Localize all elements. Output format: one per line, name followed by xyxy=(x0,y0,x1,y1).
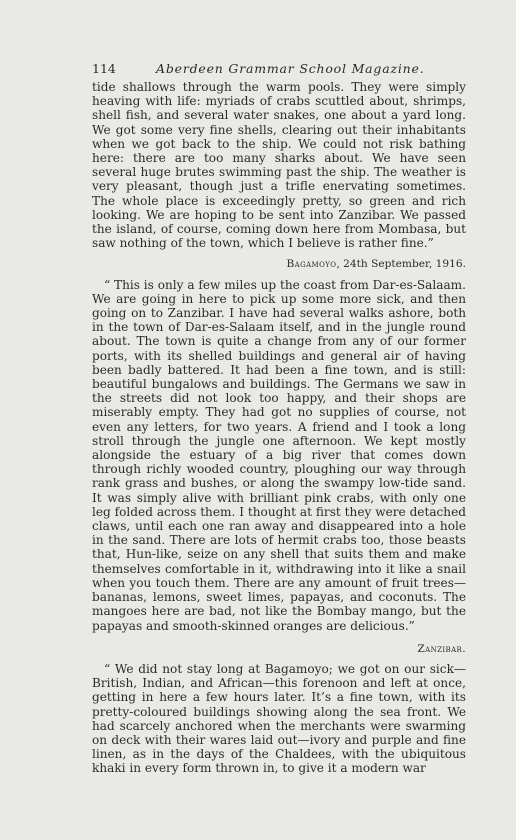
dateline-place: Bagamoyo xyxy=(286,258,337,271)
dateline-date: , 24th September, 1916. xyxy=(336,258,466,271)
body-text xyxy=(92,80,466,776)
journal-title: Aberdeen Grammar School Magazine. xyxy=(156,61,425,76)
running-head xyxy=(92,61,432,77)
page-number: 114 xyxy=(92,61,116,76)
paragraph-2: “ This is only a few miles up the coast from Dar-es-Salaam. We are going in here to pick up some more sick, and then going on to Zanzibar. I have had several walks ashore, both in the town of Dar-es-Salaam itself, and in the jungle round about. The town is quite a change from any of our former ports, with its shelled buildings and general air of having been badly battered. It had been a fine town, and is still: beautiful bungalows and buildings. The Germans we saw in the streets did not look too happy, and their shops are miserably empty. They had got no supplies of course, not even any letters, for two years. A friend and I took a long stroll through the jungle one afternoon. We kept mostly alongside the estuary of a big river that comes down through richly wooded country, ploughing our way through rank grass and bushes, or along the swampy low-tide sand. It was simply alive with brilliant pink crabs, with only one leg folded across them. I thought at first they were detached claws, until each one ran away and disappeared into a hole in the sand. There are lots of hermit crabs too, those beasts that, Hun-like, seize on any shell that suits them and make themselves comfortable in it, withdrawing into it like a snail when you touch them. There are any amount of fruit trees—bananas, lemons, sweet limes, papayas, and coconuts. The mangoes here are bad, not like the Bombay mango, but the papayas and smooth-skinned oranges are delicious.” xyxy=(92,277,466,633)
dateline-zanzibar xyxy=(92,642,466,656)
dateline-bagamoyo xyxy=(92,257,466,271)
paragraph-3: “ We did not stay long at Bagamoyo; we got on our sick—British, Indian, and African—this forenoon and left at once, getting in here a few hours later. It’s a fine town, with its pretty-coloured buildings showing along the sea front. We had scarcely anchored when the merchants were swarming on deck with their wares laid out—ivory and purple and fine linen, as in the days of the Chaldees, with the ubiquitous khaki in every form thrown in, to give it a modern war xyxy=(92,661,466,776)
dateline-place: Zanzibar. xyxy=(417,642,466,655)
paragraph-1: tide shallows through the warm pools. They were simply heaving with life: myriads of crabs scuttled about, shrimps, shell fish, and several water snakes, one about a yard long. We got some very fine shells, clearing out their inhabitants when we got back to the ship. We could not risk bathing here: there are too many sharks about. We have seen several huge brutes swimming past the ship. The weather is very pleasant, though just a trifle enervating sometimes. The whole place is exceedingly pretty, so green and rich looking. We are hoping to be sent into Zanzibar. We passed the island, of course, coming down here from Mombasa, but saw nothing of the town, which I believe is rather fine.” xyxy=(92,80,466,251)
